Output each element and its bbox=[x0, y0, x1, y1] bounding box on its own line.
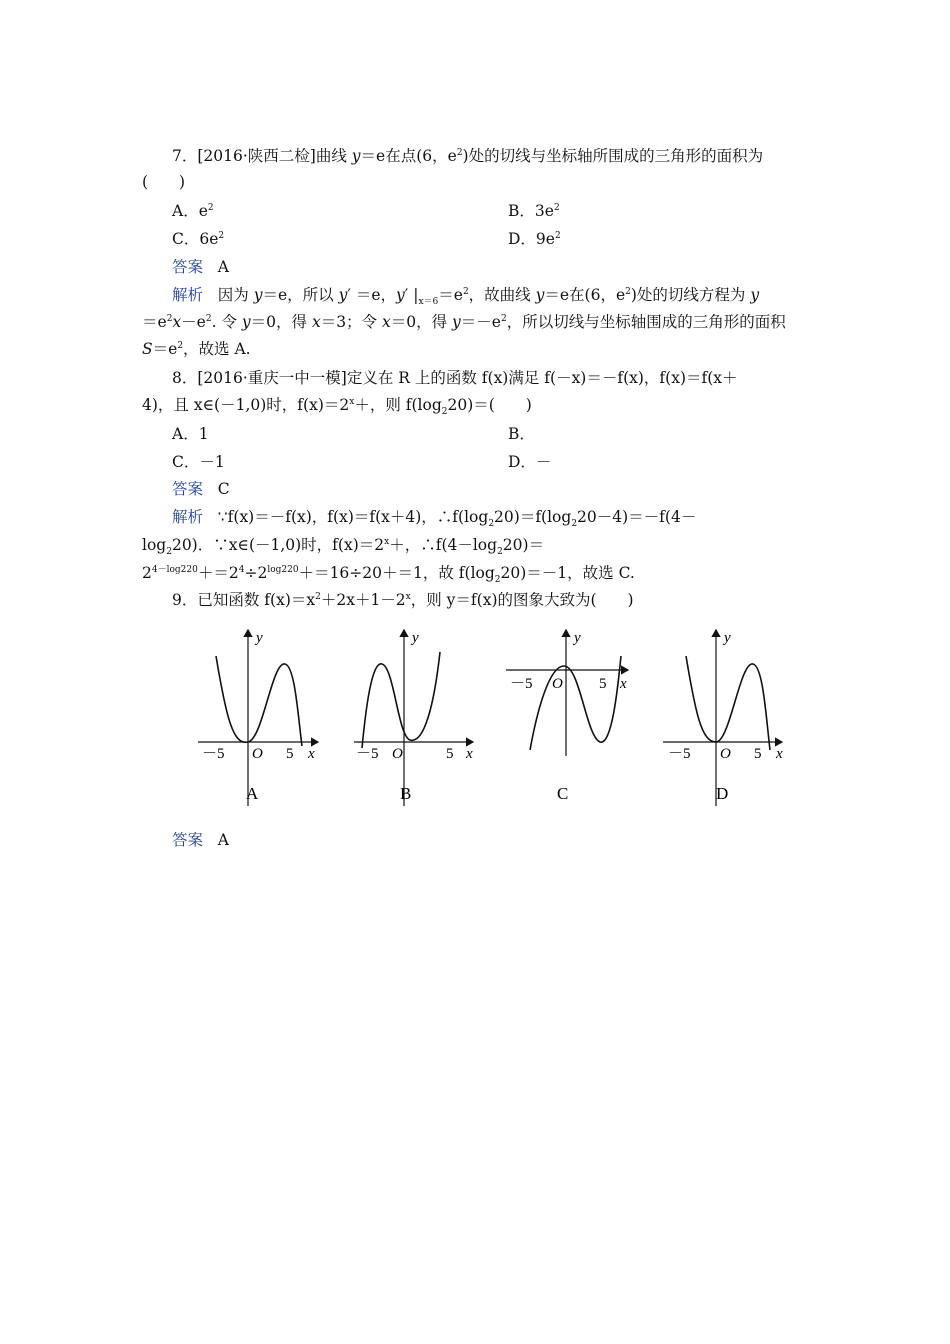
q7-option-b bbox=[508, 200, 560, 222]
x-axis-label: x bbox=[620, 676, 627, 692]
text: ＝3；令 bbox=[320, 313, 382, 331]
text: ＋＝16÷20＋＝1，故 f(log bbox=[298, 564, 495, 582]
var: x bbox=[311, 313, 321, 331]
text: 20)．∵x∈(－1,0)时，f(x)＝2 bbox=[171, 536, 385, 554]
q7-analysis-line3 bbox=[142, 338, 251, 360]
text: 因为 bbox=[217, 286, 254, 304]
text: ÷2 bbox=[244, 564, 268, 582]
sup: 2 bbox=[500, 313, 507, 324]
sup: 4 bbox=[238, 564, 245, 575]
q7-analysis-line1 bbox=[172, 284, 759, 306]
text: ＋，则 f(log bbox=[354, 396, 442, 414]
text: ，则 y＝f(x)的图象大致为( ) bbox=[410, 591, 634, 609]
var: y bbox=[241, 313, 251, 331]
text: －e bbox=[181, 313, 206, 331]
analysis-label: 解析 bbox=[172, 286, 204, 304]
x-axis-label: x bbox=[776, 746, 783, 762]
answer-label: 答案 bbox=[172, 258, 204, 276]
q8-answer bbox=[172, 478, 230, 500]
sup: 2 bbox=[205, 313, 212, 324]
tick-neg5: －5 bbox=[668, 746, 691, 762]
q9-graphs-svg bbox=[188, 616, 800, 826]
sub: 2 bbox=[166, 547, 172, 558]
text: ，故曲线 bbox=[468, 286, 536, 304]
q8-option-c: C．－1 bbox=[172, 453, 225, 471]
q8-stem-line1: 8．[2016·重庆一中一模]定义在 R 上的函数 f(x)满足 f(－x)＝－f(x)，f(x)＝f(x＋ bbox=[172, 369, 738, 387]
text: 2 bbox=[142, 564, 152, 582]
var: y bbox=[396, 286, 405, 304]
var: y bbox=[253, 286, 263, 304]
text: ∵f(x)＝－f(x)，f(x)＝f(x＋4)，∴f(log bbox=[217, 508, 489, 526]
sup: 2 bbox=[462, 286, 469, 297]
curve-a bbox=[216, 656, 302, 746]
tick-5: 5 bbox=[754, 746, 762, 762]
x-axis-label: x bbox=[308, 746, 315, 762]
q7-answer bbox=[172, 256, 229, 278]
sub: 2 bbox=[497, 547, 503, 558]
answer-value: C bbox=[217, 480, 230, 498]
q8-option-a: A．1 bbox=[172, 425, 209, 443]
text: )处的切线方程为 bbox=[630, 286, 751, 304]
option-label: A．e bbox=[172, 202, 208, 220]
y-axis-label: y bbox=[412, 630, 419, 646]
sup: 2 bbox=[315, 591, 321, 602]
q7-number: 7． bbox=[172, 147, 198, 165]
tick-neg5: －5 bbox=[356, 746, 379, 762]
q7-source: [2016·陕西二检] bbox=[197, 147, 316, 165]
option-label: B．3e bbox=[508, 202, 554, 220]
tick-5: 5 bbox=[286, 746, 294, 762]
answer-label: 答案 bbox=[172, 480, 204, 498]
option-label: D．9e bbox=[508, 230, 555, 248]
text: ＝e，所以 bbox=[262, 286, 339, 304]
origin-label: O bbox=[252, 746, 263, 762]
text: log bbox=[142, 536, 167, 554]
q7-stem bbox=[172, 145, 763, 167]
var: y bbox=[338, 286, 348, 304]
answer-value: A bbox=[217, 258, 229, 276]
curve-d bbox=[686, 656, 770, 750]
sub: 2 bbox=[571, 519, 578, 530]
text: ＝e bbox=[152, 340, 178, 358]
sup: x bbox=[405, 591, 411, 602]
x-axis-label: x bbox=[466, 746, 473, 762]
sub: 2 bbox=[488, 519, 495, 530]
q9-graph-figure bbox=[188, 616, 800, 826]
text: ＋，∴f(4－log bbox=[389, 536, 498, 554]
q9-answer bbox=[172, 829, 229, 851]
q8-analysis-line3 bbox=[142, 562, 635, 584]
tick-neg5: －5 bbox=[510, 676, 533, 692]
option-sup: 2 bbox=[218, 230, 225, 241]
option-label: C．6e bbox=[172, 230, 219, 248]
q7-option-c bbox=[172, 228, 224, 250]
text: ＝－e bbox=[460, 313, 501, 331]
graph-b bbox=[354, 630, 473, 806]
text: ＝e在(6，e bbox=[544, 286, 626, 304]
analysis-label: 解析 bbox=[172, 508, 204, 526]
answer-label: 答案 bbox=[172, 831, 204, 849]
text: 20)＝( ) bbox=[447, 396, 532, 414]
var: S bbox=[142, 340, 153, 358]
var: y bbox=[452, 313, 461, 331]
sub: x＝6 bbox=[418, 297, 439, 308]
text: ＋＝2 bbox=[197, 564, 239, 582]
text: ，故选 A. bbox=[183, 340, 251, 358]
y-axis-label: y bbox=[574, 630, 581, 646]
q8-analysis-line1 bbox=[172, 506, 696, 528]
q8-stem-line2 bbox=[142, 394, 532, 416]
sup: x bbox=[384, 536, 390, 547]
graph-label-b: B bbox=[400, 784, 412, 803]
q7-option-a bbox=[172, 200, 214, 222]
origin-label: O bbox=[720, 746, 731, 762]
graph-label-a: A bbox=[246, 784, 259, 803]
sup: log220 bbox=[267, 564, 299, 575]
text: ＝e bbox=[142, 313, 167, 331]
text: . 令 bbox=[211, 313, 242, 331]
graph-a bbox=[198, 630, 318, 806]
text: 20)＝ bbox=[502, 536, 545, 554]
origin-label: O bbox=[392, 746, 403, 762]
var: x bbox=[172, 313, 182, 331]
q9-stem bbox=[172, 589, 634, 611]
text: 20)＝－1，故选 C. bbox=[500, 564, 635, 582]
q7-sup: 2 bbox=[456, 147, 463, 158]
text: 20－4)＝－f(4－ bbox=[577, 508, 697, 526]
text: ′ | bbox=[404, 286, 419, 304]
q8-analysis-line2 bbox=[142, 534, 544, 556]
graph-c bbox=[506, 630, 628, 803]
text: ＝e bbox=[438, 286, 463, 304]
y-axis-label: y bbox=[724, 630, 731, 646]
var: y bbox=[750, 286, 760, 304]
sub: 2 bbox=[441, 407, 448, 418]
sub: 2 bbox=[494, 575, 501, 586]
sup: 4－log220 bbox=[151, 564, 198, 575]
q7-analysis-line2 bbox=[142, 311, 786, 333]
var: y bbox=[535, 286, 545, 304]
q8-option-b: B． bbox=[508, 425, 535, 443]
q7-paren: ( ) bbox=[142, 173, 186, 191]
graph-label-d: D bbox=[716, 784, 729, 803]
q7-stem-part: )处的切线与坐标轴所围成的三角形的面积为 bbox=[462, 147, 764, 165]
q7-stem-part: 曲线 bbox=[315, 147, 352, 165]
answer-value: A bbox=[217, 831, 229, 849]
q7-var: y bbox=[351, 147, 361, 165]
option-sup: 2 bbox=[207, 202, 214, 213]
y-axis-label: y bbox=[256, 630, 263, 646]
tick-5: 5 bbox=[599, 676, 607, 692]
text: ′ ＝e， bbox=[347, 286, 396, 304]
text: ＝0，得 bbox=[390, 313, 453, 331]
text: 9．已知函数 f(x)＝x bbox=[172, 591, 316, 609]
text: ，所以切线与坐标轴围成的三角形的面积 bbox=[506, 313, 786, 331]
curve-b bbox=[362, 652, 440, 748]
sup: 2 bbox=[625, 286, 631, 297]
option-sup: 2 bbox=[553, 202, 560, 213]
origin-label: O bbox=[552, 676, 563, 692]
option-sup: 2 bbox=[554, 230, 561, 241]
tick-5: 5 bbox=[446, 746, 454, 762]
sup: x bbox=[349, 396, 355, 407]
text: 4)，且 x∈(－1,0)时，f(x)＝2 bbox=[142, 396, 350, 414]
sup: 2 bbox=[166, 313, 173, 324]
text: ＝0，得 bbox=[250, 313, 312, 331]
graph-label-c: C bbox=[557, 784, 569, 803]
text: ＋2x＋1－2 bbox=[320, 591, 406, 609]
q7-stem-part: ＝e在点(6，e bbox=[360, 147, 457, 165]
tick-neg5: －5 bbox=[202, 746, 225, 762]
q7-option-d bbox=[508, 228, 561, 250]
graph-d bbox=[663, 630, 783, 806]
q8-option-d: D．－ bbox=[508, 453, 552, 471]
sup: 2 bbox=[177, 340, 184, 351]
text: 20)＝f(log bbox=[494, 508, 572, 526]
var: x bbox=[381, 313, 391, 331]
